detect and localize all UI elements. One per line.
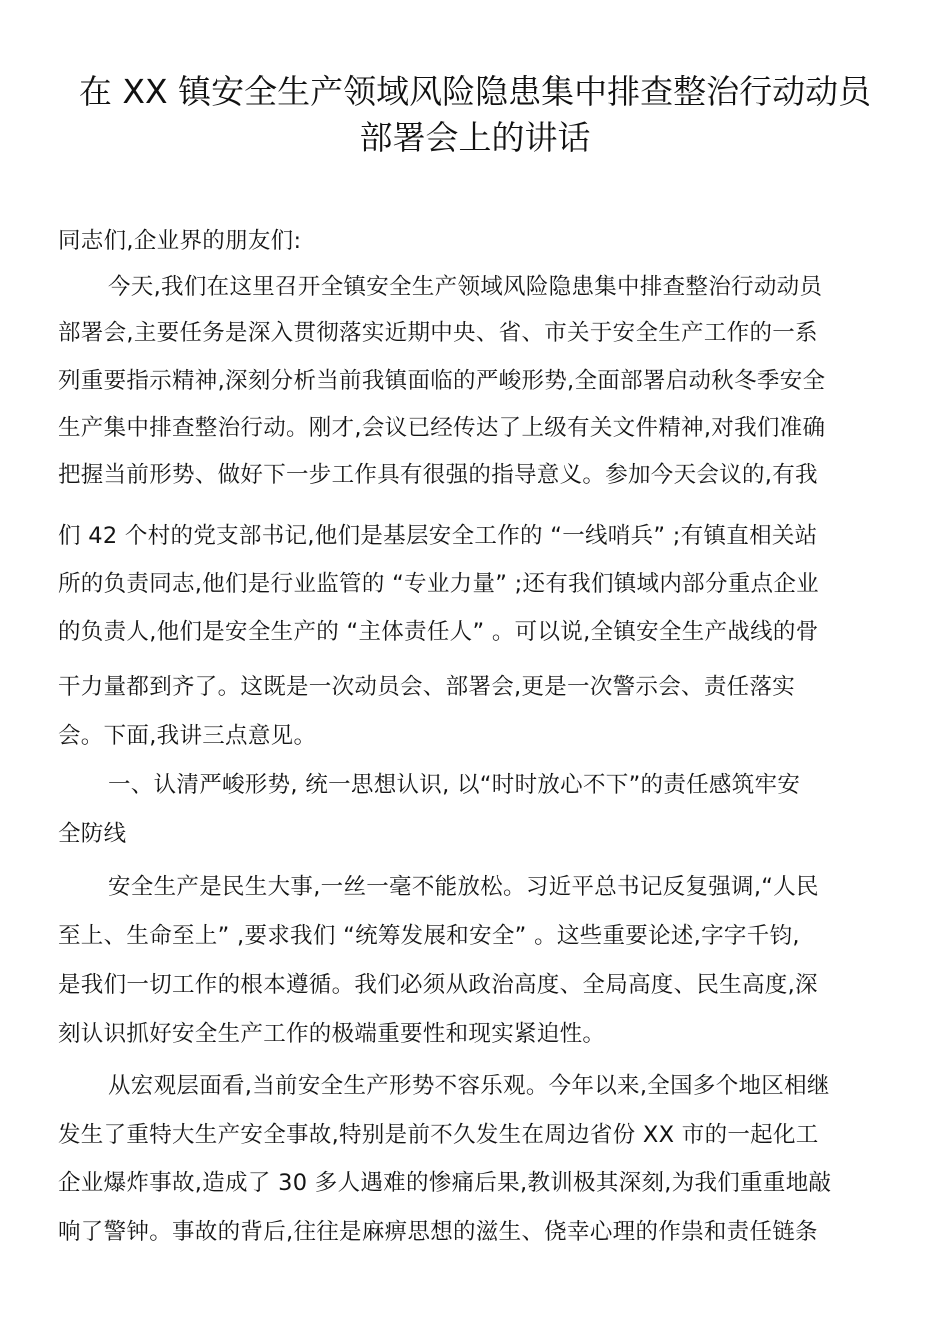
paragraph-1-line: 部署会,主要任务是深入贯彻落实近期中央、省、市关于安全生产工作的一系	[58, 320, 818, 346]
paragraph-2-line: 至上、生命至上” ,要求我们 “统筹发展和安全” 。这些重要论述,字字千钧,	[58, 923, 800, 949]
paragraph-1-line: 会。下面,我讲三点意见。	[58, 723, 317, 749]
document-title-line-1: 在 XX 镇安全生产领域风险隐患集中排查整治行动动员	[78, 72, 872, 111]
paragraph-1-line: 们 42 个村的党支部书记,他们是基层安全工作的 “一线哨兵” ;有镇直相关站	[58, 523, 818, 549]
paragraph-2-line: 安全生产是民生大事,一丝一毫不能放松。习近平总书记反复强调,“人民	[108, 874, 819, 900]
paragraph-3-line: 发生了重特大生产安全事故,特别是前不久发生在周边省份 XX 市的一起化工	[58, 1122, 819, 1148]
paragraph-1-line: 今天,我们在这里召开全镇安全生产领域风险隐患集中排查整治行动动员	[108, 274, 823, 300]
paragraph-1-line: 所的负责同志,他们是行业监管的 “专业力量” ;还有我们镇域内部分重点企业	[58, 571, 819, 597]
paragraph-2-line: 刻认识抓好安全生产工作的极端重要性和现实紧迫性。	[58, 1021, 606, 1047]
paragraph-1-line: 把握当前形势、做好下一步工作具有很强的指导意义。参加今天会议的,有我	[58, 462, 818, 488]
paragraph-1-line: 干力量都到齐了。这既是一次动员会、部署会,更是一次警示会、责任落实	[58, 674, 796, 700]
paragraph-3-line: 从宏观层面看,当前安全生产形势不容乐观。今年以来,全国多个地区相继	[108, 1073, 830, 1099]
paragraph-2-line: 是我们一切工作的根本遵循。我们必须从政治高度、全局高度、民生高度,深	[58, 972, 818, 998]
section-heading-1: 一、认清严峻形势, 统一思想认识, 以“时时放心不下”的责任感筑牢安	[108, 772, 801, 798]
paragraph-3-line: 企业爆炸事故,造成了 30 多人遇难的惨痛后果,教训极其深刻,为我们重重地敲	[58, 1170, 832, 1196]
section-heading-1-cont: 全防线	[58, 821, 127, 847]
paragraph-1-line: 生产集中排查整治行动。刚才,会议已经传达了上级有关文件精神,对我们准确	[58, 415, 826, 441]
salutation: 同志们,企业界的朋友们:	[58, 228, 302, 254]
document-title-line-2: 部署会上的讲话	[359, 118, 591, 157]
paragraph-1-line: 列重要指示精神,深刻分析当前我镇面临的严峻形势,全面部署启动秋冬季安全	[58, 368, 826, 394]
paragraph-3-line: 响了警钟。事故的背后,往往是麻痹思想的滋生、侥幸心理的作祟和责任链条	[58, 1219, 818, 1245]
paragraph-1-line: 的负责人,他们是安全生产的 “主体责任人” 。可以说,全镇安全生产战线的骨	[58, 619, 819, 645]
